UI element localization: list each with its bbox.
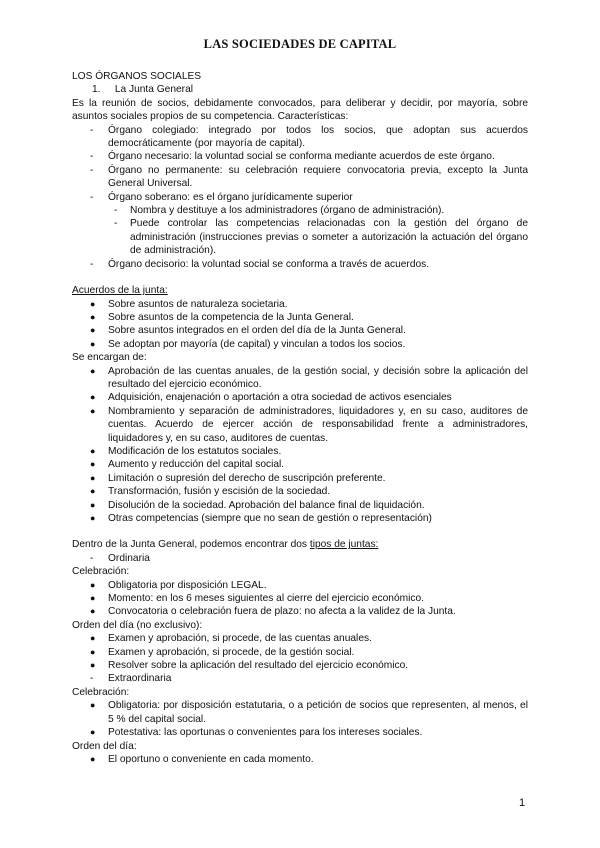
extraordinaria-label: - Extraordinaria [90, 673, 172, 685]
dash-marker: - [90, 258, 94, 270]
ordinaria-orden-item: ● Examen y aprobación, si procede, de la gestión social. [90, 646, 355, 658]
acuerdo-item: ● Se adoptan por mayoría (de capital) y vinculan a todos los socios. [90, 338, 406, 350]
bullet-marker: ● [90, 646, 96, 657]
encargan-item: ● Aumento y reducción del capital social. [90, 459, 285, 471]
extraordinaria-celebracion-heading: Celebración: [72, 686, 130, 698]
encargan-item: ● Transformación, fusión y escisión de la sociedad. [90, 486, 331, 498]
ordinaria-celebracion-item: ● Momento: en los 6 meses siguientes al cierre del ejercicio económico. [90, 593, 424, 605]
bullet-marker: ● [90, 311, 96, 322]
feature-item: - Órgano decisorio: la voluntad social se conforma a través de acuerdos. [90, 258, 430, 270]
ordinaria-celebracion-item: ● Obligatoria por disposición LEGAL. [90, 579, 267, 591]
acuerdos-heading: Acuerdos de la junta: [72, 285, 168, 297]
encargan-heading: Se encargan de: [72, 352, 147, 364]
encargan-item: ● Limitación o supresión del derecho de suscripción preferente. [90, 472, 386, 484]
junta-heading-text: La Junta General [114, 84, 194, 96]
feature-item: - Órgano necesario: la voluntad social se conforma mediante acuerdos de este órgano. [90, 151, 495, 163]
document-body [72, 70, 528, 766]
ordinaria-orden-item: ● Examen y aprobación, si procede, de las cuentas anuales. [90, 633, 372, 645]
extraordinaria-orden-item: ● El oportuno o conveniente en cada momento. [90, 753, 314, 765]
bullet-marker: ● [90, 727, 96, 738]
bullet-marker: ● [90, 700, 96, 711]
dash-marker: - [90, 191, 94, 203]
bullet-marker: ● [90, 338, 96, 349]
ordinaria-celebracion-item: ● Convocatoria o celebración fuera de plazo: no afecta a la validez de la Junta. [90, 606, 456, 618]
bullet-marker: ● [90, 365, 96, 376]
soberano-sub-item: - Nombra y destituye a los administradores (órgano de administración). [114, 205, 445, 217]
bullet-marker: ● [90, 486, 96, 497]
dash-marker: - [90, 552, 94, 564]
encargan-item: ● Nombramiento y separación de administradores, liquidadores y, en su caso, auditores de cuentas. Acuerdo de ejercer acción de responsabilidad frente a administradores, liquidadores y, en su caso, auditores de cuentas. [90, 405, 528, 444]
ordinaria-celebracion-heading: Celebración: [72, 566, 130, 578]
encargan-item: ● Adquisición, enajenación o aportación a otra sociedad de activos esenciales [90, 392, 452, 404]
junta-number: 1. [92, 84, 101, 96]
feature-item: - Órgano no permanente: su celebración requiere convocatoria previa, excepto la Junta General Universal. [90, 164, 528, 190]
bullet-marker: ● [90, 298, 96, 309]
bullet-marker: ● [90, 753, 96, 764]
dash-marker: - [90, 164, 94, 176]
bullet-marker: ● [90, 325, 96, 336]
junta-intro: Es la reunión de socios, debidamente convocados, para deliberar y decidir, por mayoría, sobre asuntos sociales propios de su competencia. Características: [72, 97, 528, 123]
dash-marker: - [114, 205, 118, 217]
bullet-marker: ● [90, 499, 96, 510]
extraordinaria-celebracion-item: ● Obligatoria: por disposición estatutaria, o a petición de socios que representen, al menos, el 5 % del capital social. [90, 700, 528, 725]
soberano-sub-item: - Puede controlar las competencias relacionadas con la gestión del órgano de administración (instrucciones previas o someter a autorización la actuación del órgano de administración). [114, 218, 528, 257]
dash-marker: - [90, 673, 94, 685]
extraordinaria-celebracion-item: ● Potestativa: las oportunas o convenientes para los intereses sociales. [90, 727, 423, 739]
encargan-item: ● Otras competencias (siempre que no sean de gestión o representación) [90, 513, 432, 524]
encargan-item: ● Disolución de la sociedad. Aprobación del balance final de liquidación. [90, 499, 425, 511]
extraordinaria-orden-heading: Orden del día: [72, 740, 137, 752]
acuerdo-item: ● Sobre asuntos integrados en el orden del día de la Junta General. [90, 325, 406, 337]
bullet-marker: ● [90, 445, 96, 456]
bullet-marker: ● [90, 472, 96, 483]
page-number: 1 [519, 797, 526, 809]
dash-marker: - [90, 151, 94, 163]
encargan-item: ● Modificación de los estatutos sociales. [90, 445, 282, 457]
bullet-marker: ● [90, 660, 96, 671]
document-title: LAS SOCIEDADES DE CAPITAL [203, 37, 397, 51]
dash-marker: - [90, 124, 94, 136]
bullet-marker: ● [90, 405, 96, 416]
tipos-intro: Dentro de la Junta General, podemos encontrar dos tipos de juntas: [72, 539, 379, 551]
ordinaria-label: - Ordinaria [90, 552, 150, 564]
bullet-marker: ● [90, 579, 96, 590]
dash-marker: - [114, 218, 118, 230]
feature-item: - Órgano colegiado: integrado por todos los socios, que adoptan sus acuerdos democráticamente (por mayoría de capital). [90, 124, 528, 150]
bullet-marker: ● [90, 633, 96, 644]
tipos-link-text: tipos de juntas: [309, 539, 379, 551]
acuerdo-item: ● Sobre asuntos de naturaleza societaria. [90, 298, 288, 310]
encargan-item: ● Aprobación de las cuentas anuales, de la gestión social, y decisión sobre la aplicación del resultado del ejercicio económico. [90, 365, 528, 390]
bullet-marker: ● [90, 392, 96, 403]
bullet-marker: ● [90, 513, 96, 523]
ordinaria-orden-heading: Orden del día (no exclusivo): [72, 619, 203, 631]
feature-item: - Órgano soberano: es el órgano jurídicamente superior [90, 191, 353, 203]
acuerdo-item: ● Sobre asuntos de la competencia de la Junta General. [90, 311, 354, 323]
bullet-marker: ● [90, 593, 96, 604]
bullet-marker: ● [90, 606, 96, 617]
section-title: LOS ÓRGANOS SOCIALES [72, 71, 202, 82]
ordinaria-orden-item: ● Resolver sobre la aplicación del resultado del ejercicio económico. [90, 660, 409, 672]
junta-heading [72, 83, 528, 96]
bullet-marker: ● [90, 459, 96, 470]
